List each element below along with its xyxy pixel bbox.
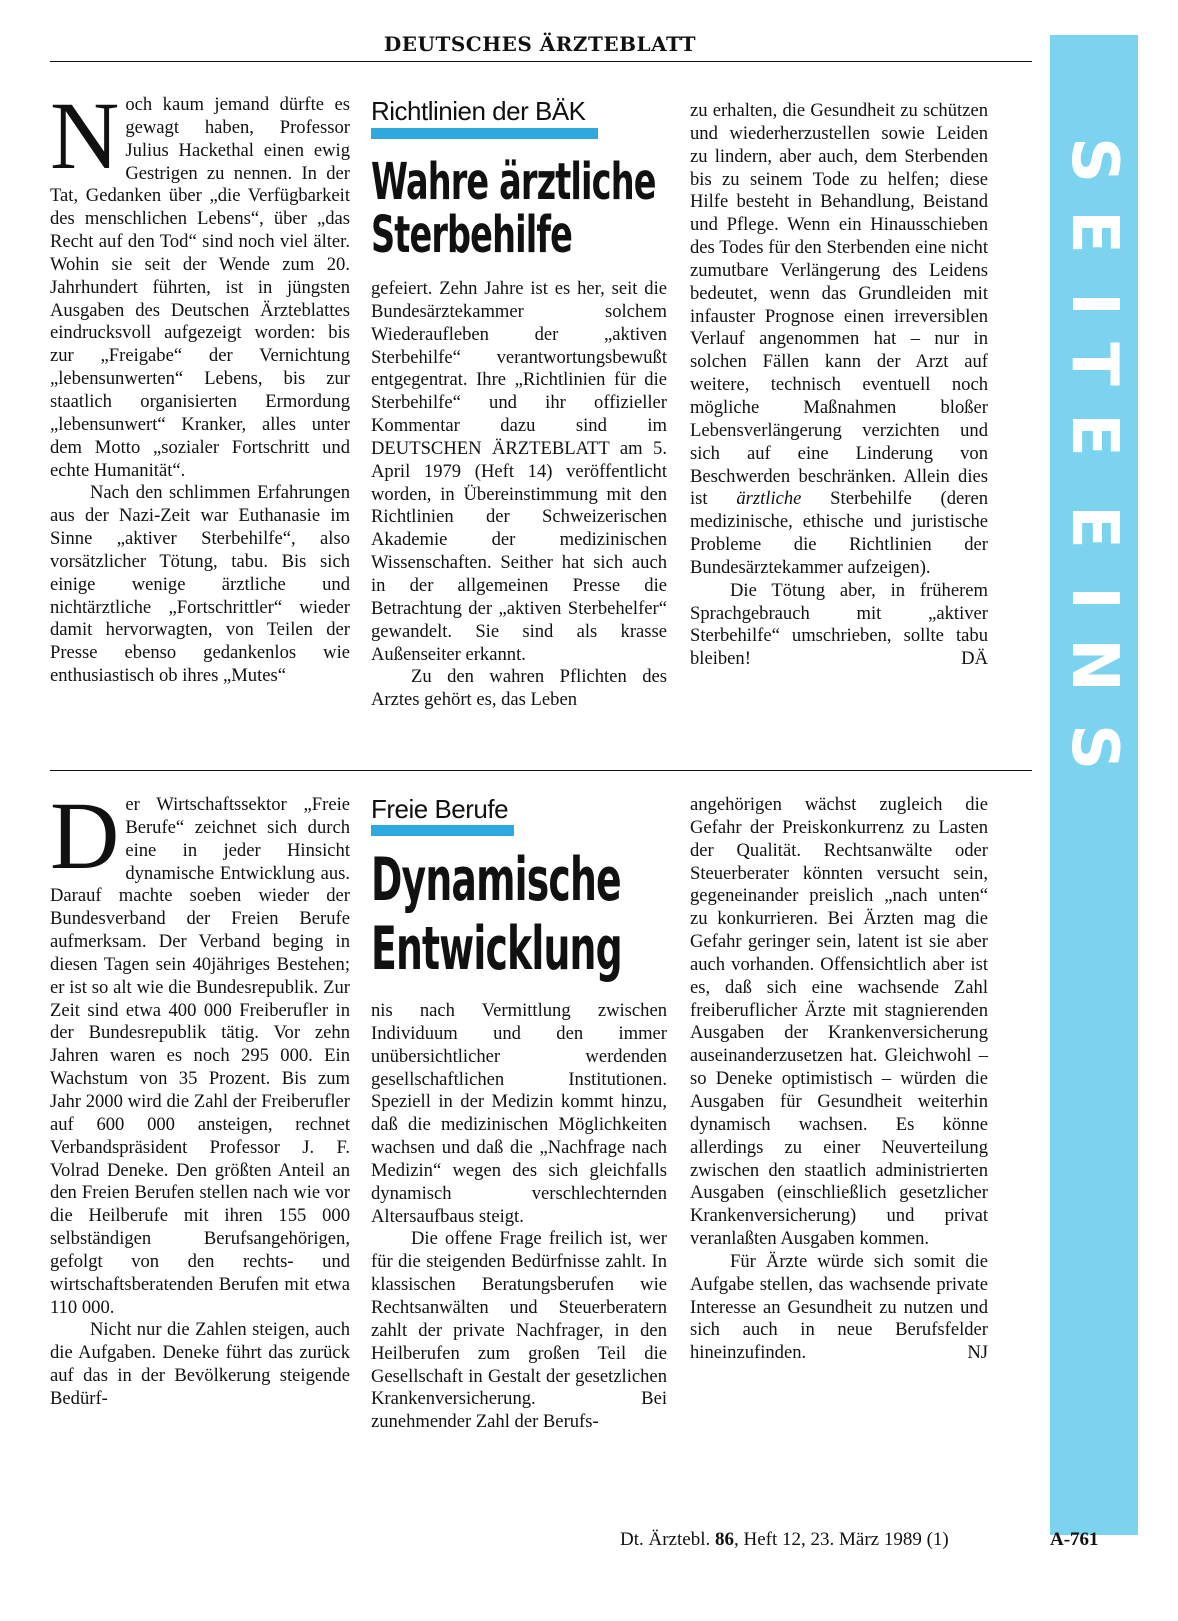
sidebar-letter: E	[1057, 413, 1131, 457]
sidebar-letter: E	[1057, 505, 1131, 549]
sidebar-letter: S	[1057, 136, 1131, 184]
article2-paragraph: Die offene Frage freilich ist, wer für die steigenden Bedürfnisse zahlt. In klassischen Beratungsberufen wie Rechtsanwälten und Steuerberatern zahlt der private Nachfrager, in den Heilberufen zum großen Teil die Gesellschaft in Gestalt der gesetzlichen Krankenversicherung. Bei zunehmender Zahl der Berufs-	[371, 1228, 667, 1433]
dropcap: D	[50, 782, 120, 889]
sidebar-letter: T	[1057, 342, 1131, 386]
article1-paragraph: gefeiert. Zehn Jahre ist es her, seit die Bundesärztekammer solchem Wiederaufleben der „aktiven Sterbehilfe“ verantwortungsbewußt entgegentrat. Ihre „Richtlinien für die Sterbehilfe“ und ihr offizieller Kommentar dazu sind im DEUTSCHEN ÄRZTEBLATT am 5. April 1979 (Heft 14) veröffentlicht worden, in Übereinstimmung mit den Richtlinien der Schweizerischen Akademie der medizinischen Wissenschaften. Seither hat sich auch in der allgemeinen Presse die Betrachtung der „aktiven Sterbehelfer“ gewandelt. Sie sind als krasse Außenseiter erkannt.	[371, 278, 667, 665]
article1-headline-line1: Wahre ärztliche	[371, 153, 656, 212]
masthead: DEUTSCHES ÄRZTEBLATT	[383, 32, 697, 56]
article1-kicker-bar	[371, 128, 598, 139]
article2-signature: NJ	[967, 1342, 988, 1364]
sidebar-letter: I	[1057, 292, 1131, 316]
sidebar-letter: I	[1057, 586, 1131, 610]
article1-column1	[50, 82, 350, 688]
article2-kicker: Freie Berufe	[371, 794, 509, 824]
footer-page-number: A-761	[1050, 1529, 1099, 1550]
article1-paragraph: och kaum jemand dürfte es gewagt haben, Professor Julius Hackethal einen ewig Gestrigen zu nennen. In der Tat, Gedanken über „die Verfügbarkeit des menschlichen Lebens“, über „das Recht auf den Tod“ sind noch viel älter. Wohin sie seit der Wende zum 20. Jahrhundert führten, ist in jüngsten Ausgaben des Deutschen Ärzteblattes eindrucksvoll aufgezeigt worden: bis zur „Freigabe“ der Vernichtung „lebensunwerten“ Lebens, bis zur staatlich organisierten Ermordung „lebensunwert“ Kranker, alles unter dem Motto „sozialer Fortschritt und echte Humanität“.	[50, 94, 350, 481]
article1-kicker: Richtlinien der BÄK	[371, 96, 586, 126]
article2-column2	[371, 1000, 667, 1434]
article2-paragraph: nis nach Vermittlung zwischen Individuum und den immer unübersichtlicher werdenden gesellschaftlichen Institutionen. Speziell in der Medizin kommt hinzu, daß die medizinischen Möglichkeiten wachsen und daß die „Nachfrage nach Medizin“ wegen des sich gleichfalls dynamisch verschlechternden Altersaufbaus steigt.	[371, 1000, 667, 1227]
article2-column3	[690, 794, 988, 1365]
article1-column3	[690, 100, 988, 671]
article1-paragraph: zu erhalten, die Gesundheit zu schützen und wiederherzustellen sowie Leiden zu lindern, aber auch, dem Sterbenden bis zu seinem Tode zu helfen; diese Hilfe besteht in Behandlung, Beistand und Pflege. Wenn ein Hinausschieben des Todes für den Sterbenden eine nicht zumutbare Verlängerung des Leidens bedeutet, wenn das Grundleiden mit infauster Prognose einen irreversiblen Verlauf angenommen hat – nur in solchen Fällen kann der Arzt auf weitere, technisch eventuell noch mögliche Maßnahmen bloßer Lebensverlängerung verzichten und sich auf eine Linderung von Beschwerden beschränken. Allein dies ist ärztliche Sterbehilfe (deren medizinische, ethische und juristische Probleme die Richtlinien der Bundesärztekammer aufzeigen).	[690, 100, 989, 578]
article2-paragraph: Für Ärzte würde sich somit die Aufgabe stellen, das wachsende private Interesse an Gesundheit zu nutzen und sich auch in neue Berufsfelder hineinzufinden. NJ	[690, 1250, 988, 1364]
article2-paragraph: Nicht nur die Zahlen steigen, auch die Aufgaben. Deneke führt das zurück auf das in der Bevölkerung steigende Bedürf-	[50, 1319, 350, 1409]
dropcap: N	[50, 82, 120, 189]
article2-headline-line2: Entwicklung	[371, 913, 622, 984]
footer-volume: 86	[714, 1529, 734, 1550]
article2-paragraph: angehörigen wächst zugleich die Gefahr der Preiskonkurrenz zu Lasten der Qualität. Rechtsanwälte oder Steuerberater könnten versucht sein, gegeneinander preislich „nach unten“ zu konkurrieren. Bei Ärzten mag die Gefahr geringer sein, latent ist sie aber auch vorhanden. Offensichtlich aber ist es, daß sich eine wachsende Zahl freiberuflicher Ärzte mit stagnierenden Ausgaben der Krankenversicherung auseinanderzusetzen hat. Gleichwohl – so Deneke optimistisch – würden die Ausgaben für Gesundheit weiterhin dynamisch wachsen. Es könne allerdings zu einer Neuverteilung zwischen den staatlich administrierten Ausgaben (einschließlich gesetzlicher Krankenversicherung) und privat veranlaßten Ausgaben kommen.	[690, 794, 988, 1250]
article2-paragraph: er Wirtschaftssektor „Freie Berufe“ zeichnet sich durch eine in jeder Hinsicht dynamische Entwicklung aus. Darauf machte soeben wieder der Bundesverband der Freien Berufe aufmerksam. Der Verband beging in diesen Tagen sein 40jähriges Bestehen; er ist so alt wie die Bundesrepublik. Zur Zeit sind etwa 400 000 Freiberufler in der Bundesrepublik tätig. Vor zehn Jahren waren es noch 295 000. Ein Wachstum von 35 Prozent. Bis zum Jahr 2000 wird die Zahl der Freiberufler auf 600 000 ansteigen, rechnet Verbandspräsident Professor J. F. Volrad Deneke. Den größten Anteil an den Freien Berufen stellen nach wie vor die Heilberufe mit ihren 155 000 selbständigen Berufsangehörigen, gefolgt von den rechts- und wirtschaftsberatenden Berufen mit etwa 110 000.	[50, 794, 350, 1318]
article1-paragraph: Nach den schlimmen Erfahrungen aus der Nazi-Zeit war Euthanasie im Sinne „aktiver Sterbehilfe“, also vorsätzlicher Tötung, tabu. Bis sich einige wenige ärztliche und nichtärztliche „Fortschrittler“ wieder damit hervorwagten, von Teilen der Presse ebenso gedankenlos wie enthusiastisch ob ihres „Mutes“	[50, 482, 350, 687]
sidebar-letter: S	[1057, 723, 1131, 771]
article2-column1	[50, 782, 350, 1411]
sidebar-letter: N	[1057, 638, 1131, 692]
article1-headline-line2: Sterbehilfe	[371, 206, 572, 265]
article1-column2	[371, 278, 667, 712]
masthead-rule	[50, 61, 1032, 62]
article-divider	[50, 770, 1032, 771]
article2-kicker-bar	[371, 825, 514, 836]
article1-paragraph: Zu den wahren Pflichten des Arztes gehört es, das Leben	[371, 666, 667, 711]
sidebar-seite-eins	[1050, 35, 1138, 1535]
article1-paragraph: Die Tötung aber, in früherem Sprachgebrauch mit „aktiver Sterbehilfe“ umschrieben, sollte tabu bleiben! DÄ	[690, 579, 988, 670]
sidebar-letter: E	[1057, 210, 1131, 254]
article2-headline-line1: Dynamische	[371, 844, 621, 915]
footer-citation: Dt. Ärztebl. 86, Heft 12, 23. März 1989 (1)	[620, 1529, 949, 1550]
article1-signature: DÄ	[961, 648, 988, 670]
